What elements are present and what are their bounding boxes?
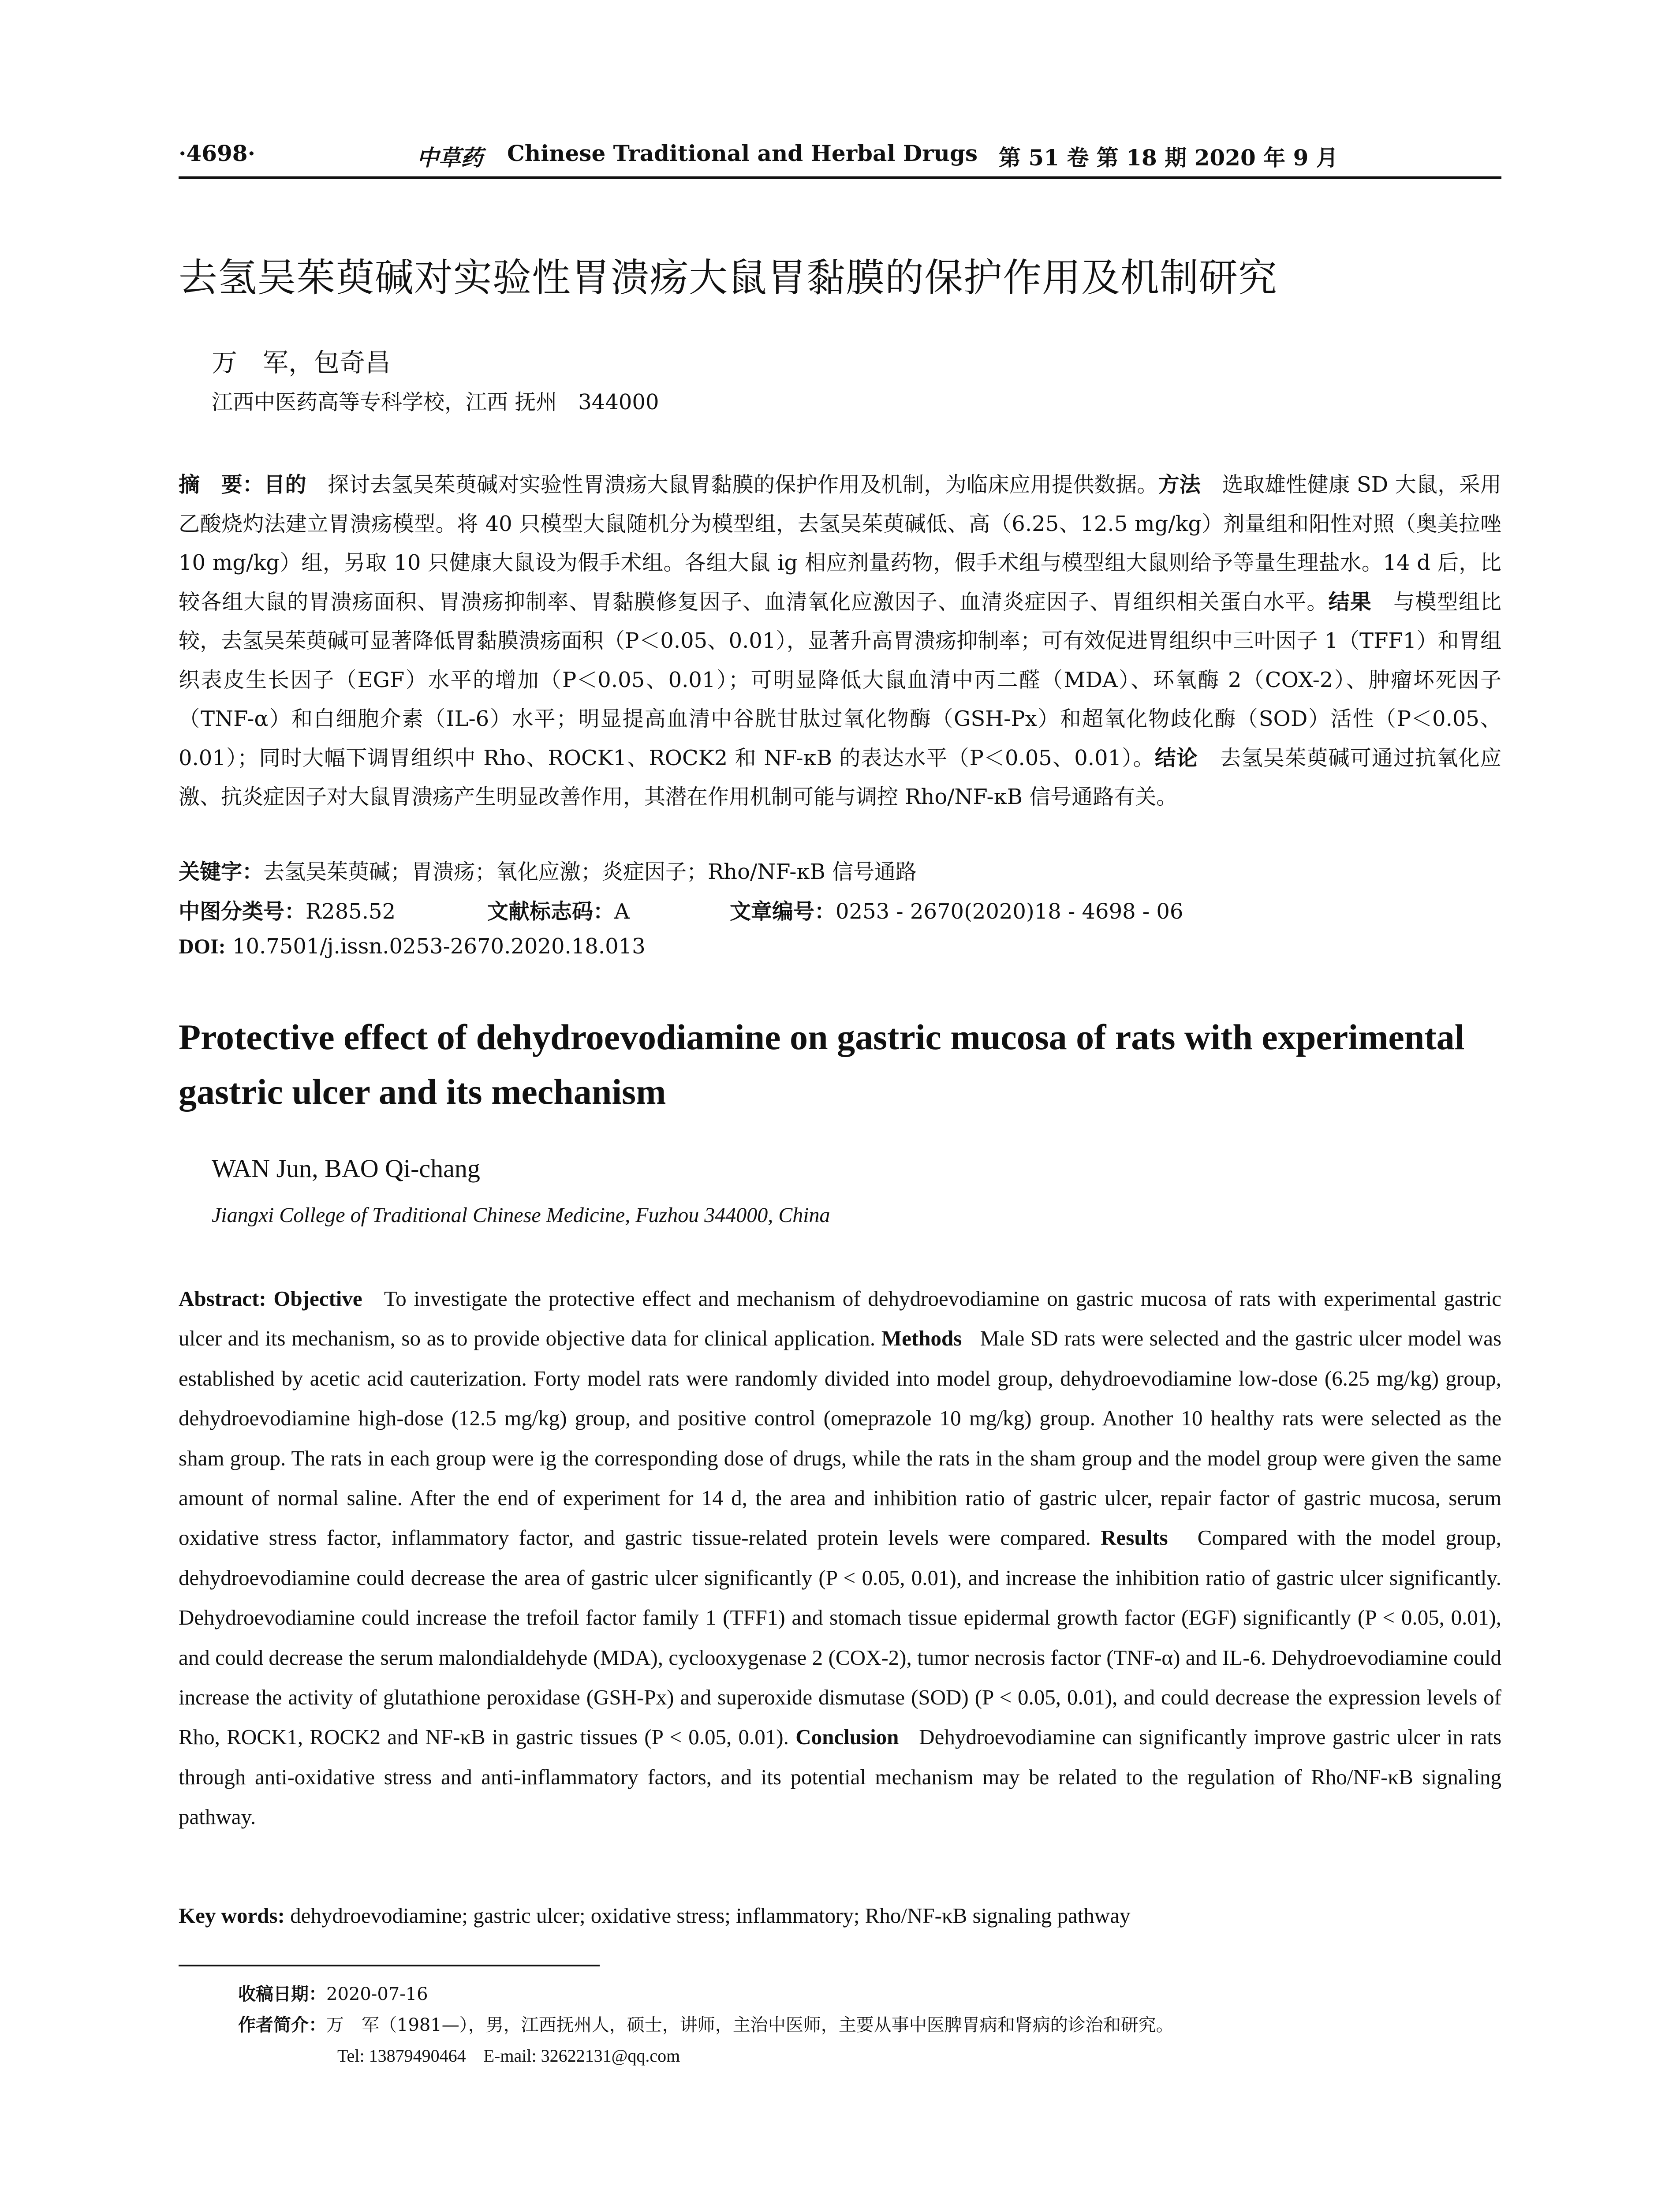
doc-code-label: 文献标志码： <box>487 899 615 924</box>
cn-authors: 万 军，包奇昌 <box>212 348 391 377</box>
en-conclusion-label: Conclusion <box>795 1725 899 1749</box>
cn-conclusion-label: 结论 <box>1154 745 1198 770</box>
cn-methods-text: 选取雄性健康 SD 大鼠，采用乙酸烧灼法建立胃溃疡模型。将 40 只模型大鼠随机分为模型组，去氢吴茱萸碱低、高（6.25、12.5 mg/kg）剂量组和阳性对照（奥美拉唑 10 mg/kg）组，另取 10 只健康大鼠设为假手术组。各组大鼠 ig 相应剂量药物，假手术组与模型组大鼠则给予等量生理盐水。14 d 后，比较各组大鼠的胃溃疡面积、胃溃疡抑制率、胃黏膜修复因子、血清氧化应激因子、血清炎症因子、胃组织相关蛋白水平。 <box>179 472 1501 614</box>
en-keywords <box>179 1903 1501 1928</box>
en-results-text: Compared with the model group, dehydroevodiamine could decrease the area of gastric ulcer significantly (P < 0.05, 0.01), and increase the inhibition ratio of gastric ulcer significantly. Dehydroevodiamine could increase the trefoil factor family 1 (TFF1) and stomach tissue epidermal growth factor (EGF) significantly (P < 0.05, 0.01), and could decrease the serum malondialdehyde (MDA), cyclooxygenase 2 (COX-2), tumor necrosis factor (TNF-α) and IL-6. Dehydroevodiamine could increase the activity of glutathione peroxidase (GSH-Px) and superoxide dismutase (SOD) (P < 0.05, 0.01), and could decrease the expression levels of Rho, ROCK1, ROCK2 and NF-κB in gastric tissues (P < 0.05, 0.01). <box>179 1525 1502 1749</box>
cn-objective-label: 目的 <box>264 472 306 497</box>
doc-code-value: A <box>614 899 630 924</box>
cn-conclusion-text: 去氢吴茱萸碱可通过抗氧化应激、抗炎症因子对大鼠胃溃疡产生明显改善作用，其潜在作用机制可能与调控 Rho/NF-κB 信号通路有关。 <box>179 745 1501 809</box>
article-number-value: 0253 - 2670(2020)18 - 4698 - 06 <box>836 899 1183 924</box>
article-number-label: 文章编号： <box>730 899 836 924</box>
footnote-rule <box>179 1965 600 1966</box>
cn-affiliation: 江西中医药高等专科学校，江西 抚州 344000 <box>212 390 659 415</box>
clc-value: R285.52 <box>306 899 396 924</box>
author-bio-text: 万 军（1981—），男，江西抚州人，硕士，讲师，主治中医师，主要从事中医脾胃病和肾病的诊治和研究。 <box>326 2015 1174 2035</box>
en-authors: WAN Jun, BAO Qi-chang <box>212 1154 480 1183</box>
running-header <box>179 140 1501 176</box>
doi-line <box>179 934 1501 959</box>
en-keywords-label: Key words: <box>179 1903 285 1928</box>
en-methods-text: Male SD rats were selected and the gastric ulcer model was established by acetic acid cauterization. Forty model rats were randomly divided into model group, dehydroevodiamine low-dose (6.25 mg/kg) group, dehydroevodiamine high-dose (12.5 mg/kg) group, and positive control (omeprazole 10 mg/kg) group. Another 10 healthy rats were selected as the sham group. The rats in each group were ig the corresponding dose of drugs, while the rats in the sham group and the model group were given the same amount of normal saline. After the end of experiment for 14 d, the area and inhibition ratio of gastric ulcer, repair factor of gastric mucosa, serum oxidative stress factor, inflammatory factor, and gastric tissue-related protein levels were compared. <box>179 1326 1502 1550</box>
en-abstract <box>179 1279 1501 1837</box>
journal-en-name: Chinese Traditional and Herbal Drugs <box>507 140 978 166</box>
issue-info: 第 51 卷 第 18 期 2020 年 9 月 <box>999 145 1338 171</box>
received-date <box>238 1980 428 2005</box>
en-keywords-text: dehydroevodiamine; gastric ulcer; oxidative stress; inflammatory; Rho/NF-κB signaling pathway <box>290 1903 1131 1928</box>
doi-label: DOI: <box>179 935 226 958</box>
cn-results-text: 与模型组比较，去氢吴茱萸碱可显著降低胃黏膜溃疡面积（P＜0.05、0.01），显著升高胃溃疡抑制率；可有效促进胃组织中三叶因子 1（TFF1）和胃组织表皮生长因子（EGF）水平的增加（P＜0.05、0.01）；可明显降低大鼠血清中丙二醛（MDA）、环氧酶 2（COX-2）、肿瘤坏死因子（TNF-α）和白细胞介素（IL-6）水平；明显提高血清中谷胱甘肽过氧化物酶（GSH-Px）和超氧化物歧化酶（SOD）活性（P＜0.05、0.01）；同时大幅下调胃组织中 Rho、ROCK1、ROCK2 和 NF-κB 的表达水平（P＜0.05、0.01）。 <box>179 589 1501 770</box>
doc-code <box>487 894 630 925</box>
cn-keywords-text: 去氢吴茱萸碱；胃溃疡；氧化应激；炎症因子；Rho/NF-κB 信号通路 <box>263 860 917 884</box>
en-abstract-label: Abstract: <box>179 1286 266 1311</box>
journal-cn-logo: 中草药 <box>417 145 483 171</box>
cn-abstract-label: 摘 要： <box>179 472 264 497</box>
en-methods-label: Methods <box>881 1326 962 1351</box>
received-value: 2020-07-16 <box>326 1984 428 2004</box>
en-title: Protective effect of dehydroevodiamine on gastric mucosa of rats with experimental gastric ulcer and its mechanism <box>179 1017 1465 1112</box>
en-objective-text: To investigate the protective effect and mechanism of dehydroevodiamine on gastric mucosa of rats with experimental gastric ulcer and its mechanism, so as to provide objective data for clinical application. <box>179 1286 1501 1351</box>
cn-methods-label: 方法 <box>1158 472 1201 497</box>
received-label: 收稿日期： <box>238 1984 326 2004</box>
header-rule <box>179 176 1501 179</box>
en-results-label: Results <box>1101 1525 1168 1550</box>
cn-title: 去氢吴茱萸碱对实验性胃溃疡大鼠胃黏膜的保护作用及机制研究 <box>179 255 1278 300</box>
cn-objective-text: 探讨去氢吴茱萸碱对实验性胃溃疡大鼠胃黏膜的保护作用及机制，为临床应用提供数据。 <box>328 472 1158 497</box>
author-bio <box>238 2011 1174 2036</box>
en-objective-label: Objective <box>273 1286 362 1311</box>
en-conclusion-text: Dehydroevodiamine can significantly improve gastric ulcer in rats through anti-oxidative stress and anti-inflammatory factors, and its potential mechanism may be related to the regulation of Rho/NF-κB signaling pathway. <box>179 1725 1502 1829</box>
author-contact: Tel: 13879490464 E-mail: 32622131@qq.com <box>337 2046 680 2066</box>
doi-value: 10.7501/j.issn.0253-2670.2020.18.013 <box>232 934 646 959</box>
cn-keywords <box>179 855 1501 885</box>
cn-classification-row <box>179 894 1501 925</box>
cn-keywords-label: 关键字： <box>179 860 264 884</box>
en-affiliation: Jiangxi College of Traditional Chinese Medicine, Fuzhou 344000, China <box>212 1203 830 1227</box>
page-number: ·4698· <box>179 140 255 166</box>
cn-abstract <box>179 465 1501 817</box>
cn-results-label: 结果 <box>1328 589 1372 614</box>
clc-label: 中图分类号： <box>179 899 306 924</box>
author-bio-label: 作者简介： <box>238 2015 326 2035</box>
article-number <box>730 894 1183 925</box>
